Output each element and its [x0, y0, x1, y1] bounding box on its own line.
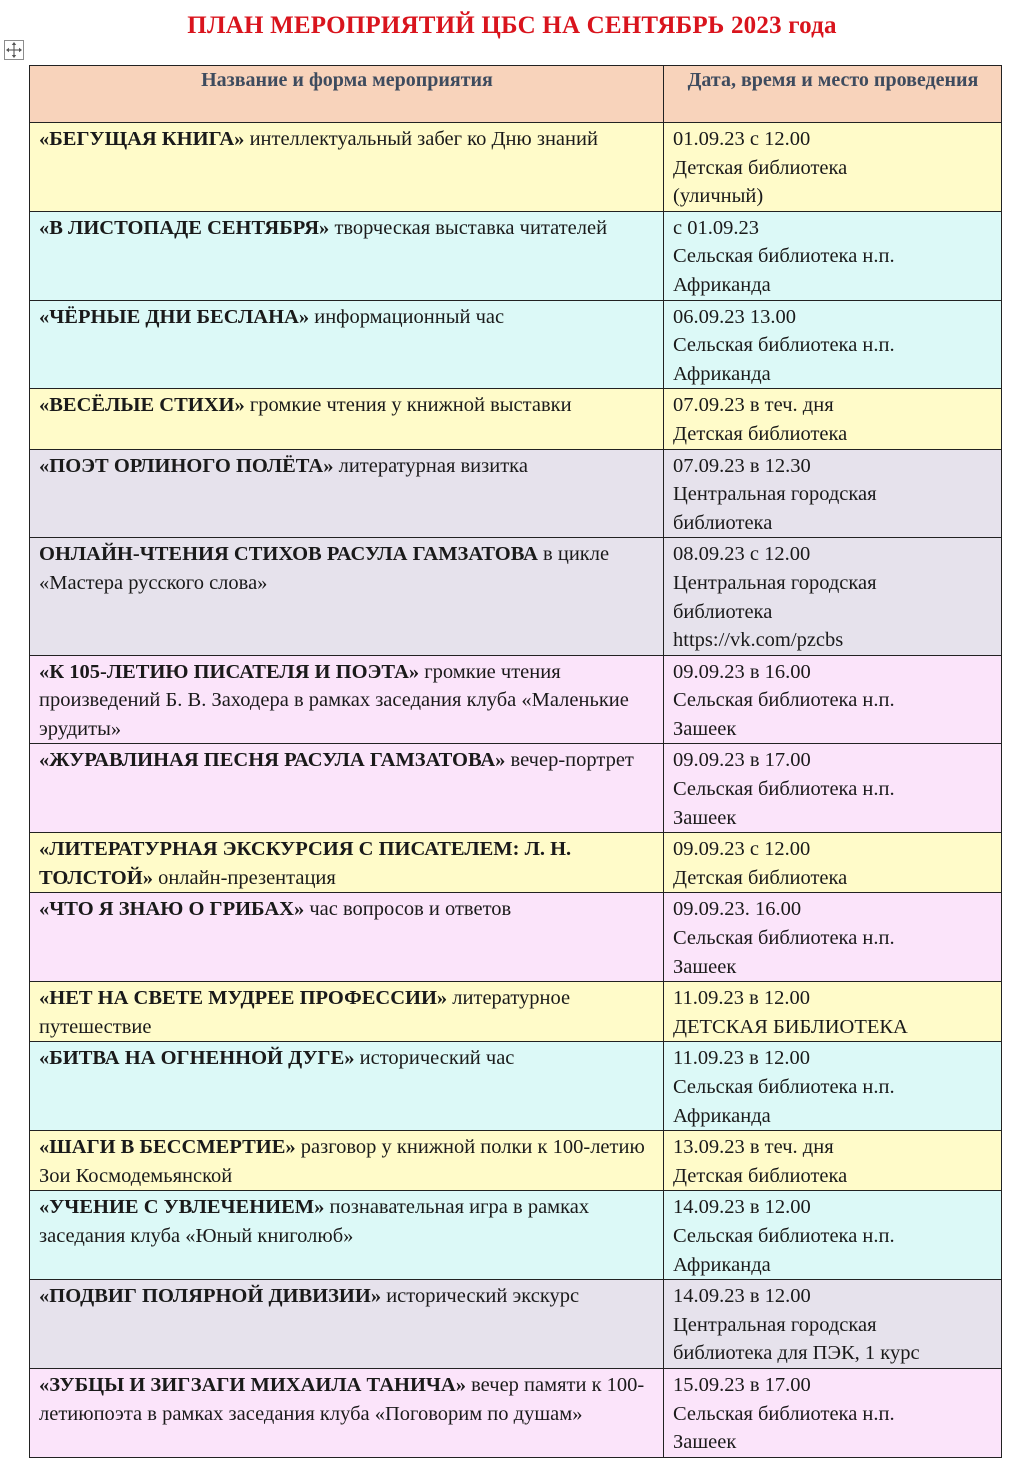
event-place: Сельская библиотека н.п.	[673, 334, 895, 357]
event-form: громкие чтения произведений Б. В. Заходера в рамках заседания клуба «Маленькие эрудиты»	[39, 660, 629, 740]
table-row	[30, 982, 1002, 1042]
event-form: час вопросов и ответов	[304, 898, 512, 921]
table-row	[30, 655, 1002, 744]
event-date: 01.09.23 с 12.00	[673, 128, 811, 150]
event-date: 09.09.23 в 17.00	[673, 749, 811, 772]
event-place: Зашеек	[673, 717, 737, 740]
table-row	[30, 1191, 1002, 1280]
table-row	[30, 389, 1002, 449]
event-date: 09.09.23. 16.00	[673, 898, 802, 921]
event-form: познавательная игра в рамках заседания клуба «Юный книголюб»	[39, 1196, 590, 1247]
event-place: библиотека	[673, 511, 773, 534]
date-place-cell	[664, 449, 1002, 538]
event-date: с 01.09.23	[673, 216, 759, 239]
date-place-cell	[664, 211, 1002, 300]
table-row	[30, 211, 1002, 300]
event-place: Сельская библиотека н.п.	[673, 689, 895, 712]
event-date: 07.09.23 в 12.30	[673, 454, 811, 477]
event-cell	[30, 123, 664, 212]
event-title: «ЖУРАВЛИНАЯ ПЕСНЯ РАСУЛА ГАМЗАТОВА»	[39, 749, 506, 772]
event-place: Центральная городская	[673, 483, 877, 506]
event-place: Сельская библиотека н.п.	[673, 1076, 895, 1098]
table-header-row	[30, 66, 1002, 123]
event-place: ДЕТСКАЯ БИБЛИОТЕКА	[673, 1015, 908, 1038]
event-title: «ПОДВИГ ПОЛЯРНОЙ ДИВИЗИИ»	[39, 1285, 382, 1308]
event-cell	[30, 1131, 664, 1191]
date-place-cell	[664, 982, 1002, 1042]
event-cell	[30, 1191, 664, 1280]
event-title: ОНЛАЙН-ЧТЕНИЯ СТИХОВ РАСУЛА ГАМЗАТОВА	[39, 543, 538, 566]
table-row	[30, 1042, 1002, 1131]
event-title: «БИТВА НА ОГНЕННОЙ ДУГЕ»	[39, 1047, 355, 1070]
table-row	[30, 1280, 1002, 1369]
event-title: «ЧТО Я ЗНАЮ О ГРИБАХ»	[39, 898, 305, 921]
event-cell	[30, 300, 664, 389]
move-cross-icon	[5, 41, 23, 59]
event-place: Сельская библиотека н.п.	[673, 245, 895, 268]
page-title: ПЛАН МЕРОПРИЯТИЙ ЦБС НА СЕНТЯБРЬ 2023 года	[187, 12, 837, 39]
date-place-cell	[664, 389, 1002, 449]
event-cell	[30, 211, 664, 300]
date-place-cell	[664, 1280, 1002, 1369]
event-title: «ЧЁРНЫЕ ДНИ БЕСЛАНА»	[39, 305, 310, 328]
event-date: 13.09.23 в теч. дня	[673, 1136, 834, 1159]
table-row	[30, 1131, 1002, 1191]
date-place-cell	[664, 655, 1002, 744]
event-title: «К 105-ЛЕТИЮ ПИСАТЕЛЯ И ПОЭТА»	[39, 660, 420, 683]
event-cell	[30, 449, 664, 538]
event-date: 11.09.23 в 12.00	[673, 987, 811, 1010]
event-place: Детская библиотека	[673, 156, 848, 179]
table-row	[30, 300, 1002, 389]
event-place: Зашеек	[673, 1431, 737, 1454]
event-title: «БЕГУЩАЯ КНИГА»	[39, 128, 245, 150]
event-form: исторический час	[354, 1047, 515, 1070]
event-place: Африканда	[673, 362, 771, 385]
event-form: онлайн-презентация	[152, 866, 336, 889]
event-title: «ПОЭТ ОРЛИНОГО ПОЛЁТА»	[39, 454, 334, 477]
event-title: «ЗУБЦЫ И ЗИГЗАГИ МИХАИЛА ТАНИЧА»	[39, 1373, 466, 1396]
event-date: 14.09.23 в 12.00	[673, 1285, 811, 1308]
event-place: Африканда	[673, 1104, 771, 1127]
event-form: исторический экскурс	[381, 1285, 580, 1308]
header-date-place: Дата, время и место проведения	[664, 66, 1002, 123]
event-cell	[30, 389, 664, 449]
date-place-cell	[664, 744, 1002, 833]
date-place-cell	[664, 1191, 1002, 1280]
date-place-cell	[664, 538, 1002, 655]
event-form: громкие чтения у книжной выставки	[244, 394, 572, 417]
event-place: Сельская библиотека н.п.	[673, 927, 895, 950]
event-form: литературное путешествие	[39, 987, 571, 1038]
event-date: 14.09.23 в 12.00	[673, 1196, 811, 1219]
event-place: Детская библиотека	[673, 422, 848, 445]
table-row	[30, 123, 1002, 212]
date-place-cell	[664, 1368, 1002, 1457]
event-cell	[30, 1042, 664, 1131]
date-place-cell	[664, 893, 1002, 982]
event-title: «ШАГИ В БЕССМЕРТИЕ»	[39, 1136, 296, 1159]
event-place: Детская библиотека	[673, 1164, 848, 1187]
event-form: интеллектуальный забег ко Дню знаний	[244, 128, 598, 150]
event-form: информационный час	[309, 305, 505, 328]
event-form: вечер памяти к 100-летиюпоэта в рамках заседания клуба «Поговорим по душам»	[39, 1373, 645, 1425]
event-cell	[30, 1280, 664, 1369]
event-date: 08.09.23 с 12.00	[673, 543, 811, 566]
header-event-name: Название и форма мероприятия	[30, 66, 664, 123]
table-row	[30, 833, 1002, 893]
table-row	[30, 538, 1002, 655]
date-place-cell	[664, 1042, 1002, 1131]
event-title: «УЧЕНИЕ С УВЛЕЧЕНИЕМ»	[39, 1196, 325, 1219]
event-cell	[30, 833, 664, 893]
event-cell	[30, 982, 664, 1042]
event-place: Зашеек	[673, 955, 737, 978]
table-row	[30, 893, 1002, 982]
table-row	[30, 744, 1002, 833]
event-title: «НЕТ НА СВЕТЕ МУДРЕЕ ПРОФЕССИИ»	[39, 987, 448, 1010]
event-place: Центральная городская	[673, 1313, 877, 1336]
event-place: Африканда	[673, 273, 771, 296]
event-date: 09.09.23 в 16.00	[673, 660, 811, 683]
event-cell	[30, 893, 664, 982]
event-form: литературная визитка	[333, 454, 528, 477]
event-date: 09.09.23 с 12.00	[673, 838, 811, 861]
date-place-cell	[664, 300, 1002, 389]
event-cell	[30, 655, 664, 744]
date-place-cell	[664, 833, 1002, 893]
event-cell	[30, 538, 664, 655]
events-table	[29, 65, 1002, 1458]
event-title: «ВЕСЁЛЫЕ СТИХИ»	[39, 394, 245, 417]
event-date: 15.09.23 в 17.00	[673, 1373, 811, 1396]
event-place: Сельская библиотека н.п.	[673, 1402, 895, 1425]
table-row	[30, 449, 1002, 538]
event-form: разговор у книжной полки к 100-летию Зои Космодемьянской	[39, 1136, 645, 1187]
event-form: творческая выставка читателей	[329, 216, 608, 239]
table-move-handle[interactable]	[4, 40, 24, 60]
date-place-cell	[664, 123, 1002, 212]
event-cell	[30, 744, 664, 833]
event-place: Зашеек	[673, 806, 737, 829]
event-form: вечер-портрет	[505, 749, 634, 772]
event-place: библиотека	[673, 600, 773, 623]
event-cell	[30, 1368, 664, 1457]
event-title: «ЛИТЕРАТУРНАЯ ЭКСКУРСИЯ С ПИСАТЕЛЕМ: Л. Н. ТОЛСТОЙ»	[39, 838, 572, 889]
event-place: Центральная городская	[673, 571, 877, 594]
event-date: 06.09.23 13.00	[673, 305, 796, 328]
table-row	[30, 1368, 1002, 1457]
event-place: Сельская библиотека н.п.	[673, 778, 895, 801]
date-place-cell	[664, 1131, 1002, 1191]
event-date: 07.09.23 в теч. дня	[673, 394, 834, 417]
event-place: Детская библиотека	[673, 866, 848, 889]
event-place: (уличный)	[673, 185, 764, 208]
event-place: Сельская библиотека н.п.	[673, 1224, 895, 1247]
event-form: в цикле «Мастера русского слова»	[39, 543, 610, 594]
event-place: https://vk.com/pzcbs	[673, 629, 844, 652]
event-date: 11.09.23 в 12.00	[673, 1047, 811, 1070]
event-place: Африканда	[673, 1253, 771, 1276]
event-place: библиотека для ПЭК, 1 курс	[673, 1342, 920, 1365]
event-title: «В ЛИСТОПАДЕ СЕНТЯБРЯ»	[39, 216, 330, 239]
